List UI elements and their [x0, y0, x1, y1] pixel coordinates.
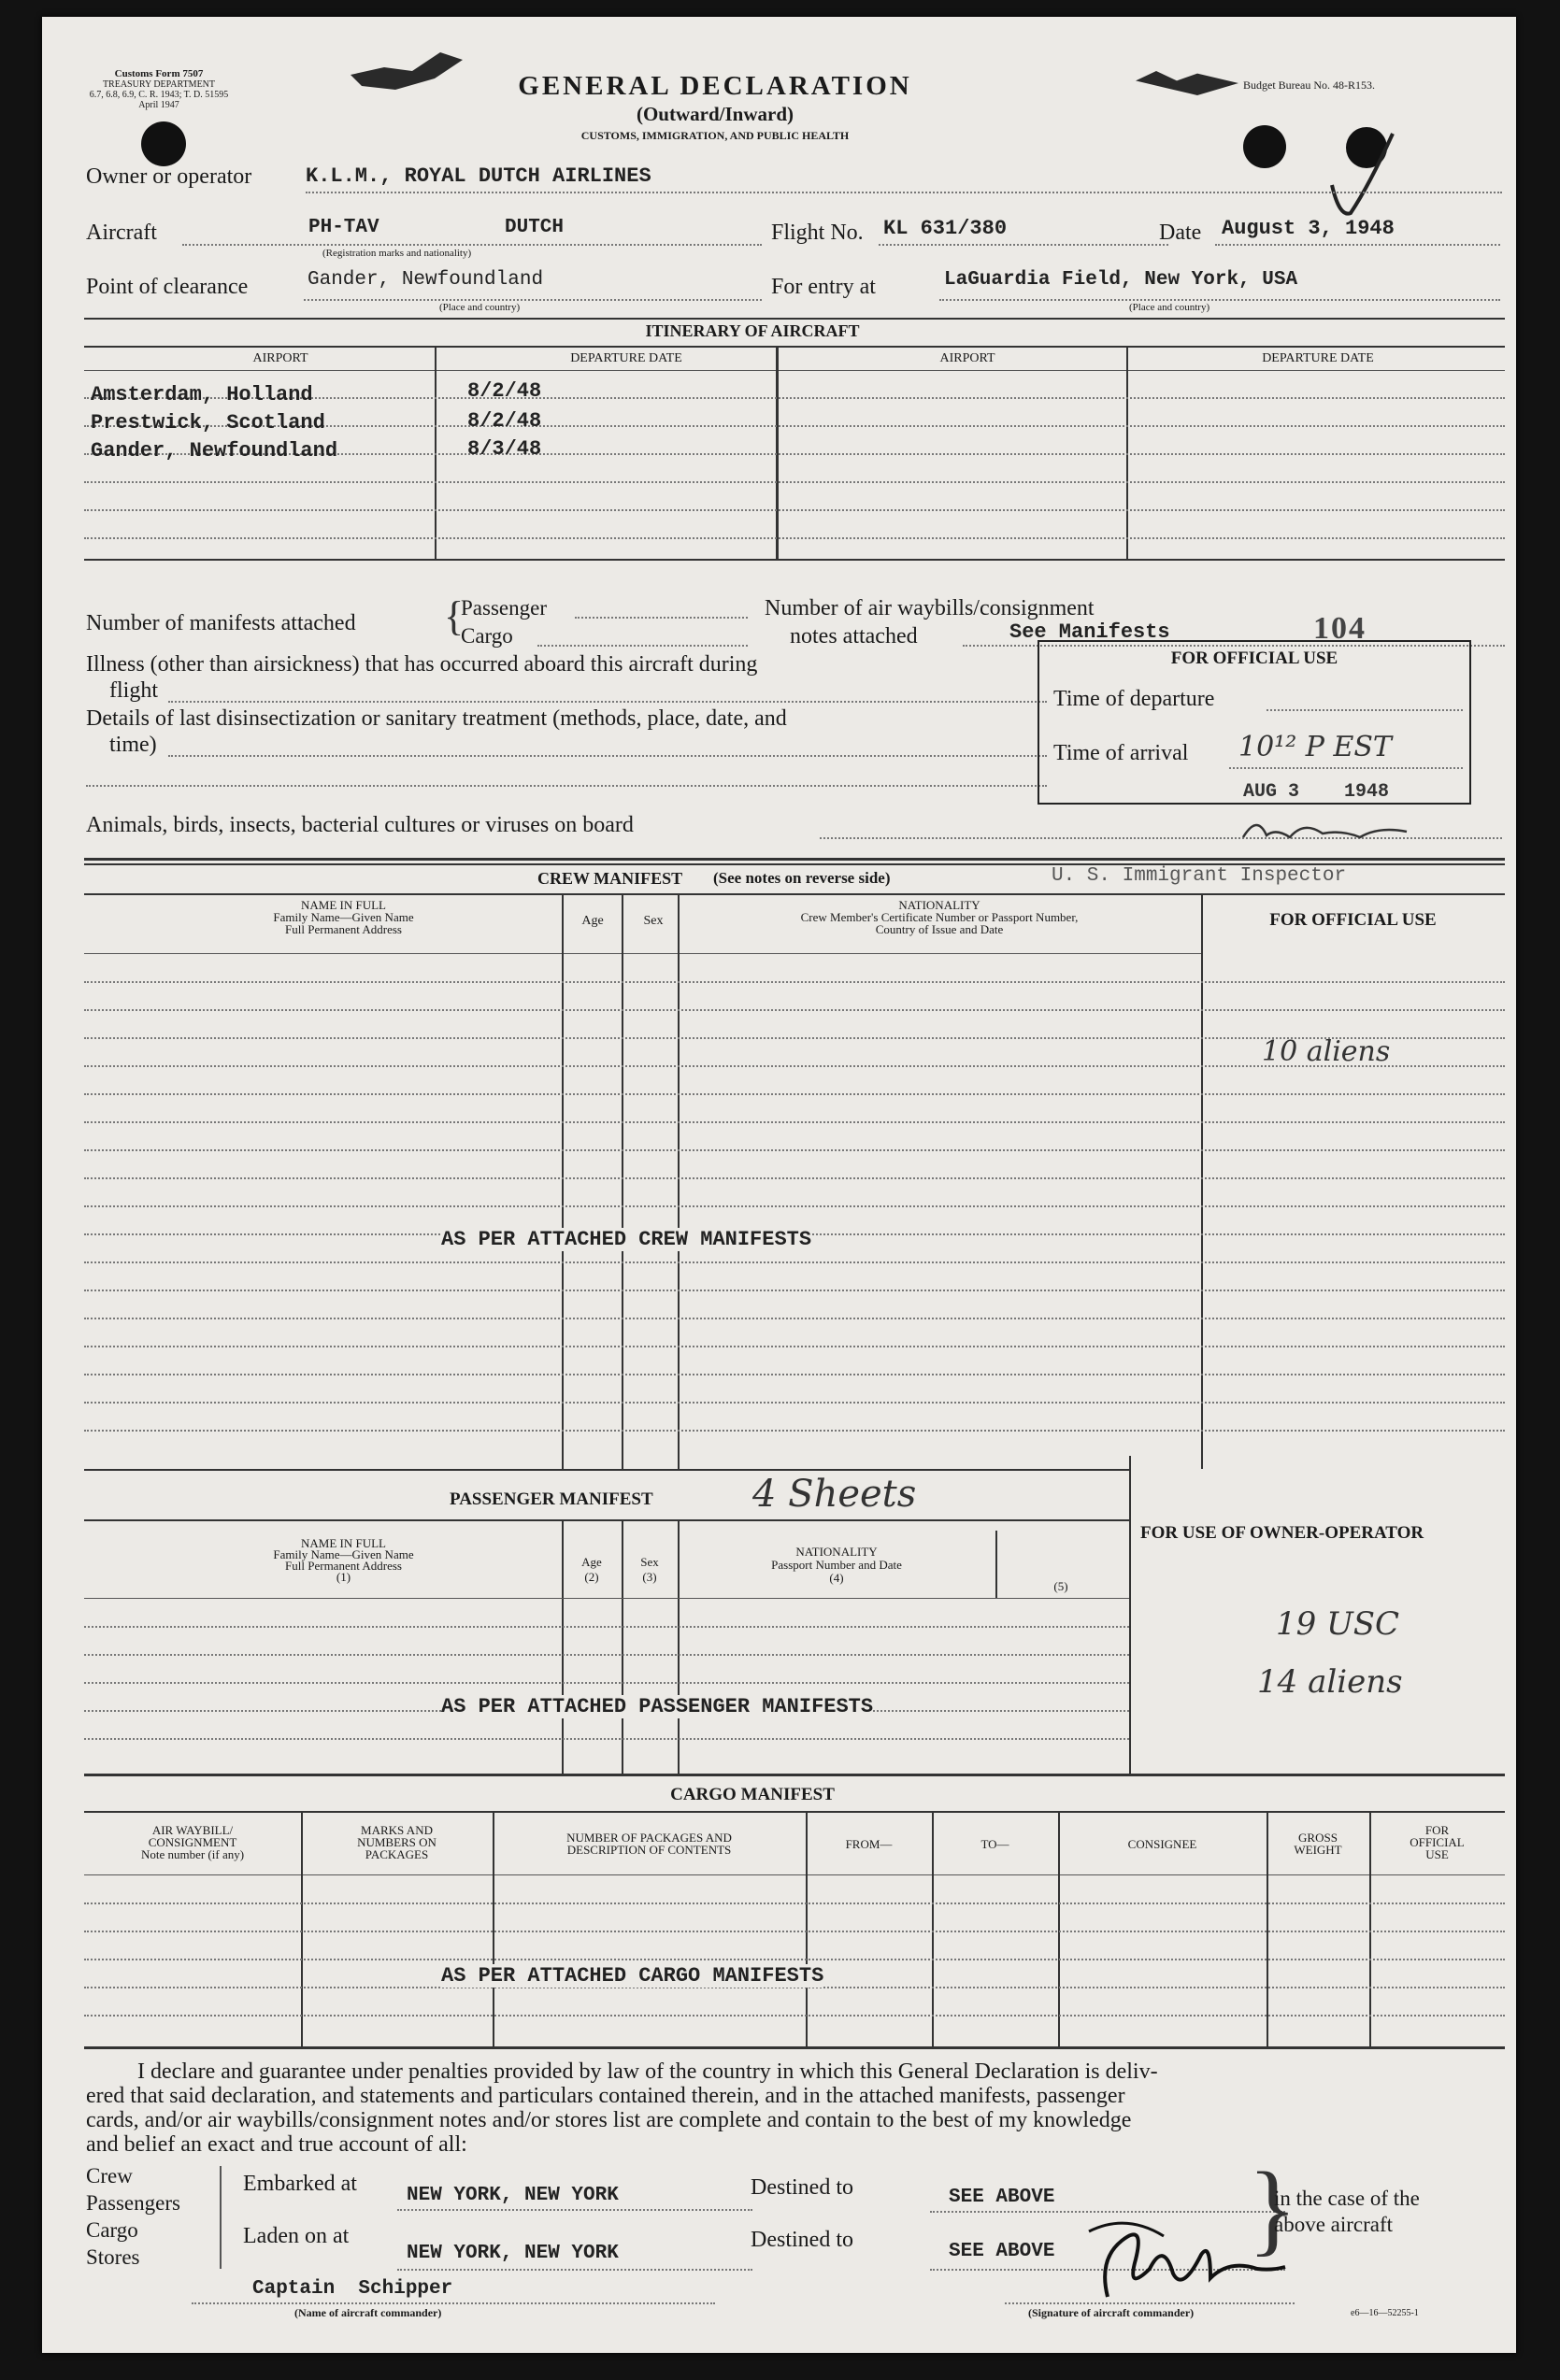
col-heading: OFFICIAL	[1410, 1835, 1465, 1849]
crew-col-age: Age	[581, 914, 604, 928]
row-line	[84, 1121, 1505, 1123]
entry-label: For entry at	[771, 275, 876, 299]
date-dotted-line	[1215, 244, 1500, 246]
col-divider	[562, 893, 564, 1469]
row-line	[84, 1959, 1505, 1960]
col-divider	[678, 893, 680, 1469]
rule	[84, 318, 1505, 320]
itinerary-col-airport: AIRPORT	[252, 351, 308, 365]
col-divider	[995, 1531, 997, 1598]
crew-col-nat	[678, 899, 1201, 935]
illness-label-cont: flight	[109, 678, 158, 703]
col-divider	[435, 346, 437, 559]
itinerary-title: ITINERARY OF AIRCRAFT	[645, 321, 860, 340]
declaration-line: and belief an exact and true account of all:	[86, 2132, 467, 2157]
aircraft-dotted-line	[182, 244, 762, 246]
inspector-stamp: U. S. Immigrant Inspector	[1052, 865, 1347, 887]
entry-value: LaGuardia Field, New York, USA	[944, 269, 1298, 291]
passenger-body: AS PER ATTACHED PASSENGER MANIFESTS	[441, 1695, 874, 1718]
cargo-col	[1369, 1824, 1505, 1860]
category-list	[86, 2162, 180, 2271]
check-mark	[1323, 129, 1397, 222]
brace-line	[220, 2166, 222, 2269]
cargo-col	[1267, 1831, 1369, 1856]
passenger-col-5: (5)	[1053, 1579, 1068, 1593]
row-line	[84, 2015, 1505, 2017]
cargo-col	[84, 1824, 301, 1860]
destined-value-1: SEE ABOVE	[949, 2187, 1055, 2208]
category-crew: Crew	[86, 2164, 133, 2188]
cargo-col: CONSIGNEE	[1127, 1837, 1197, 1851]
signature-line	[1005, 2302, 1295, 2304]
rule	[84, 370, 1505, 371]
itinerary-date: 8/2/48	[467, 409, 542, 433]
clearance-dotted-line	[304, 299, 762, 301]
case-label-2: above aircraft	[1274, 2213, 1394, 2236]
laden-line	[397, 2269, 752, 2271]
row-line	[84, 1261, 1505, 1263]
rule	[84, 1774, 1505, 1776]
cargo-title: CARGO MANIFEST	[670, 1785, 835, 1804]
col-divider	[301, 1811, 303, 2046]
owner-note-2: 14 aliens	[1257, 1663, 1403, 1701]
passenger-count-label: Passenger	[461, 596, 547, 620]
col-divider	[776, 346, 779, 559]
declaration-text	[86, 2059, 1507, 2157]
col-heading: Full Permanent Address	[285, 1559, 402, 1573]
rule	[84, 1874, 1505, 1875]
col-divider	[1058, 1811, 1060, 2046]
inspection-stamp-date: AUG 3 1948	[1243, 781, 1390, 803]
col-heading: Crew Member's Certificate Number or Passport Number,	[800, 910, 1079, 924]
form-id-line: Customs Form 7507	[114, 68, 204, 79]
illness-label: Illness (other than airsickness) that has occurred aboard this aircraft during	[86, 652, 758, 677]
inspector-signature	[1238, 809, 1425, 847]
itinerary-col-departure: DEPARTURE DATE	[570, 351, 682, 365]
row-line	[84, 1402, 1505, 1404]
entry-dotted-line	[939, 299, 1500, 301]
cargo-body: AS PER ATTACHED CARGO MANIFESTS	[441, 1964, 824, 1988]
rule	[84, 858, 1505, 861]
row-line	[84, 1177, 1505, 1179]
date-label: Date	[1159, 221, 1202, 245]
col-heading: CONSIGNMENT	[148, 1835, 237, 1849]
row-line	[84, 1738, 1129, 1740]
embarked-value: NEW YORK, NEW YORK	[407, 2185, 619, 2206]
clearance-value: Gander, Newfoundland	[308, 269, 544, 291]
col-heading: NATIONALITY	[795, 1545, 878, 1559]
page-title: GENERAL DECLARATION	[518, 71, 912, 101]
itinerary-date: 8/3/48	[467, 437, 542, 461]
subtitle: CUSTOMS, IMMIGRATION, AND PUBLIC HEALTH	[580, 129, 850, 142]
clearance-label: Point of clearance	[86, 275, 249, 299]
official-use-title: FOR OFFICIAL USE	[1170, 648, 1338, 668]
col-heading: Sex	[640, 1555, 659, 1569]
form-id-line: TREASURY DEPARTMENT	[102, 79, 216, 90]
itinerary-airport: Prestwick, Scotland	[91, 411, 325, 435]
rule	[84, 1469, 1131, 1471]
flight-value: KL 631/380	[883, 217, 1008, 240]
owner-value: K.L.M., ROYAL DUTCH AIRLINES	[306, 164, 651, 188]
col-heading: NUMBERS ON	[357, 1835, 437, 1849]
right-brace: }	[1248, 2151, 1297, 2265]
cargo-col	[493, 1831, 806, 1856]
tape-mark	[351, 52, 463, 90]
disinsect-label: Details of last disinsectization or sanitary treatment (methods, place, date, and	[86, 706, 787, 731]
arrival-time-value: 10¹² P EST	[1238, 731, 1392, 763]
disinsect-line-2	[86, 785, 1047, 787]
passenger-col-sex	[622, 1555, 678, 1585]
col-divider	[1126, 346, 1128, 559]
col-heading: Note number (if any)	[140, 1847, 245, 1861]
notes-label: notes attached	[790, 624, 918, 648]
col-heading: Family Name—Given Name	[273, 1547, 414, 1561]
entry-caption: (Place and country)	[1129, 302, 1210, 313]
embarked-line	[397, 2209, 752, 2211]
row-line	[84, 1903, 1505, 1904]
crew-col-official: FOR OFFICIAL USE	[1269, 910, 1437, 930]
rule	[84, 953, 1201, 954]
embarked-label: Embarked at	[243, 2172, 357, 2196]
col-heading: Age	[581, 1555, 602, 1569]
col-heading: DESCRIPTION OF CONTENTS	[566, 1843, 732, 1857]
row-line	[84, 509, 1505, 511]
animals-label: Animals, birds, insects, bacterial cultures or viruses on board	[86, 813, 634, 837]
row-line	[84, 1682, 1129, 1684]
row-line	[84, 1149, 1505, 1151]
owner-label: Owner or operator	[86, 164, 252, 189]
rule	[84, 893, 1505, 895]
category-stores: Stores	[86, 2245, 140, 2269]
form-id	[79, 69, 238, 110]
col-divider	[1369, 1811, 1371, 2046]
col-divider	[1129, 1456, 1131, 1774]
tape-mark-right	[1136, 71, 1238, 95]
manifests-label: Number of manifests attached	[86, 611, 356, 635]
signature-caption: (Signature of aircraft commander)	[1028, 2306, 1195, 2319]
date-value: August 3, 1948	[1222, 217, 1395, 240]
disinsect-line	[168, 755, 1047, 757]
category-passengers: Passengers	[86, 2191, 180, 2215]
row-line	[84, 1626, 1129, 1628]
crew-title: CREW MANIFEST	[537, 869, 683, 888]
col-heading: (3)	[642, 1570, 657, 1584]
col-heading: MARKS AND	[361, 1823, 433, 1837]
declaration-line: ered that said declaration, and statements and particulars contained therein, and in the attached manifests, passenger	[86, 2084, 1125, 2108]
cargo-col: FROM—	[845, 1837, 893, 1851]
col-divider	[1201, 893, 1203, 1469]
row-line	[84, 1009, 1505, 1011]
form-id-line: 6.7, 6.8, 6.9, C. R. 1943; T. D. 51595	[89, 90, 229, 100]
col-heading: (2)	[584, 1570, 599, 1584]
laden-value: NEW YORK, NEW YORK	[407, 2243, 619, 2264]
row-line	[84, 1093, 1505, 1095]
row-line	[84, 537, 1505, 539]
case-label-1: in the case of the	[1274, 2187, 1420, 2210]
arrival-time-line	[1229, 767, 1463, 769]
col-divider	[1267, 1811, 1268, 2046]
row-line	[84, 1931, 1505, 1932]
destined-label-2: Destined to	[751, 2228, 853, 2252]
declaration-form	[42, 17, 1516, 2353]
col-heading: GROSS	[1298, 1831, 1338, 1845]
direction: (Outward/Inward)	[636, 103, 794, 125]
disinsect-label-cont: time)	[109, 733, 157, 757]
destined-value-2: SEE ABOVE	[949, 2241, 1055, 2262]
row-line	[84, 1290, 1505, 1291]
cargo-col	[301, 1824, 493, 1860]
category-cargo: Cargo	[86, 2218, 138, 2242]
row-line	[84, 1205, 1505, 1207]
col-divider	[622, 1519, 623, 1774]
cargo-count-label: Cargo	[461, 624, 513, 648]
row-line	[84, 1374, 1505, 1375]
rule	[84, 1811, 1505, 1813]
col-heading: FOR	[1424, 1823, 1450, 1837]
col-divider	[932, 1811, 934, 2046]
row-line	[84, 1318, 1505, 1319]
punch-hole	[1243, 125, 1286, 168]
owner-note-1: 19 USC	[1276, 1605, 1400, 1643]
passenger-col-age	[562, 1555, 622, 1585]
stamp-number: 104	[1313, 611, 1367, 646]
rule	[84, 1598, 1129, 1599]
rule	[84, 346, 1505, 348]
col-heading: NAME IN FULL	[301, 1536, 386, 1550]
clearance-caption: (Place and country)	[439, 302, 521, 313]
passenger-title: PASSENGER MANIFEST	[450, 1489, 653, 1509]
itinerary-col-airport-2: AIRPORT	[939, 351, 995, 365]
row-line	[84, 981, 1505, 983]
col-divider	[493, 1811, 494, 2046]
crew-col-name	[84, 899, 603, 935]
passenger-count-line	[575, 617, 748, 619]
cargo-count-line	[537, 645, 748, 647]
rule	[84, 559, 1505, 561]
illness-line	[168, 701, 1047, 703]
row-line	[84, 1430, 1505, 1432]
owner-dotted-line	[306, 192, 1502, 193]
commander-caption: (Name of aircraft commander)	[294, 2306, 442, 2319]
punch-hole	[141, 121, 186, 166]
col-divider	[562, 1519, 564, 1774]
itinerary-date: 8/2/48	[467, 379, 542, 403]
row-line	[84, 1654, 1129, 1656]
aircraft-nat: DUTCH	[505, 217, 565, 238]
declaration-line: cards, and/or air waybills/consignment notes and/or stores list are complete and contain to the best of my knowledge	[86, 2108, 1132, 2132]
waybills-value: See Manifests	[1009, 620, 1170, 644]
flight-label: Flight No.	[771, 221, 864, 245]
waybills-label: Number of air waybills/consignment	[765, 596, 1095, 620]
col-heading: WEIGHT	[1294, 1843, 1342, 1857]
crew-col-sex: Sex	[643, 914, 664, 928]
departure-time-label: Time of departure	[1053, 687, 1215, 711]
itinerary-airport: Gander, Newfoundland	[91, 439, 338, 463]
col-heading: Family Name—Given Name	[273, 910, 414, 924]
passenger-sheets: 4 Sheets	[752, 1473, 917, 1516]
owner-use-title: FOR USE OF OWNER-OPERATOR	[1140, 1523, 1424, 1543]
commander-name: Captain Schipper	[252, 2278, 453, 2300]
aircraft-reg: PH-TAV	[308, 217, 379, 238]
form-id-line: April 1947	[138, 100, 179, 110]
rule	[84, 1519, 1129, 1521]
row-line	[84, 481, 1505, 483]
departure-time-line	[1267, 709, 1463, 711]
col-heading: (1)	[336, 1570, 351, 1584]
col-heading: PACKAGES	[365, 1847, 429, 1861]
itinerary-col-departure-2: DEPARTURE DATE	[1262, 351, 1374, 365]
col-heading: Passport Number and Date	[771, 1558, 902, 1572]
brace: {	[444, 593, 465, 639]
commander-line	[192, 2302, 715, 2304]
col-heading: NAME IN FULL	[301, 898, 386, 912]
laden-label: Laden on at	[243, 2224, 350, 2248]
arrival-time-label: Time of arrival	[1053, 741, 1189, 765]
col-heading: USE	[1425, 1847, 1449, 1861]
row-line	[84, 1346, 1505, 1347]
rule	[84, 2046, 1505, 2049]
aircraft-caption: (Registration marks and nationality)	[322, 248, 472, 259]
flight-dotted-line	[879, 244, 1168, 246]
print-code: e6—16—52255-1	[1351, 2308, 1419, 2318]
col-heading: Country of Issue and Date	[875, 922, 1004, 936]
itinerary-airport: Amsterdam, Holland	[91, 383, 313, 406]
aircraft-label: Aircraft	[86, 221, 157, 245]
crew-official-note: 10 aliens	[1262, 1035, 1391, 1068]
budget-no: Budget Bureau No. 48-R153.	[1243, 78, 1375, 92]
crew-body: AS PER ATTACHED CREW MANIFESTS	[441, 1228, 812, 1251]
col-heading: NATIONALITY	[898, 898, 980, 912]
col-divider	[622, 893, 623, 1469]
declaration-line: I declare and guarantee under penalties provided by law of the country in which this General Declaration is deliv-	[137, 2059, 1158, 2084]
destined-label-1: Destined to	[751, 2175, 853, 2200]
col-heading: NUMBER OF PACKAGES AND	[566, 1831, 732, 1845]
cargo-col: TO—	[980, 1837, 1009, 1851]
col-divider	[678, 1519, 680, 1774]
commander-signature	[1070, 2203, 1295, 2306]
crew-note: (See notes on reverse side)	[713, 869, 891, 887]
passenger-col-name	[84, 1538, 603, 1583]
col-heading: (4)	[829, 1571, 844, 1585]
passenger-col-nat	[678, 1546, 995, 1585]
col-heading: AIR WAYBILL/	[151, 1823, 234, 1837]
col-divider	[806, 1811, 808, 2046]
col-heading: Full Permanent Address	[285, 922, 402, 936]
